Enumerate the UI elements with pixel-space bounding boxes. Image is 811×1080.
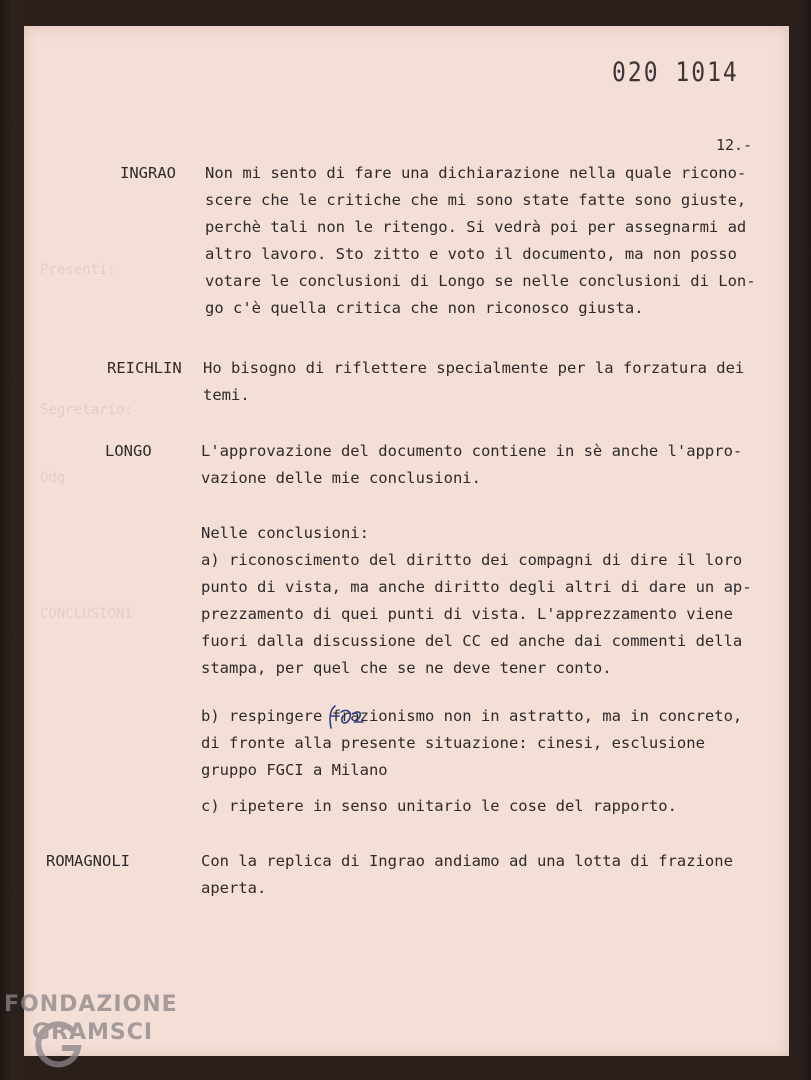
bleed-through-text: Odg — [40, 470, 66, 486]
watermark-line-2: GRAMSCI — [32, 1020, 154, 1045]
speaker-name: ROMAGNOLI — [46, 852, 130, 870]
bleed-through-text: Presenti: — [40, 262, 116, 278]
statement-text: Nelle conclusioni: a) riconoscimento del diritto dei compagni di dire il loro punto di vista, ma anche diritto degli altri di dare un ap- prezzamento di quei punti di vista. L'apprezzamento viene fuori dalla discussione del CC ed anche dai commenti della stampa, per quel che se ne deve tener conto. — [201, 524, 752, 677]
statement-text: b) respingere frazionismo non in astratto, ma in concreto, di fronte alla presente situazione: cinesi, esclusione gruppo FGCI a Milano — [201, 707, 743, 779]
statement-text: L'approvazione del documento contiene in sè anche l'appro- vazione delle mie conclusioni. — [201, 442, 743, 487]
speaker-name: INGRAO — [120, 164, 176, 182]
bleed-through-text: Segretario: — [40, 402, 133, 418]
speaker-name: REICHLIN — [107, 359, 182, 377]
handwritten-correction — [327, 704, 367, 730]
statement-text: Non mi sento di fare una dichiarazione nella quale ricono- scere che le critiche che mi sono state fatte sono giuste, perchè tali non le ritengo. Si vedrà poi per assegnarmi ad altro lavoro. Sto zitto e voto il documento, ma non posso votare le conclusioni di Longo se nelle conclusioni di Lon- go c'è quella critica che non riconosco giusta. — [205, 164, 756, 317]
watermark-line-1: FONDAZIONE — [4, 992, 178, 1017]
page-number: 12.- — [716, 136, 753, 154]
statement-text: c) ripetere in senso unitario le cose del rapporto. — [201, 797, 677, 815]
statement-text: Ho bisogno di riflettere specialmente per la forzatura dei temi. — [203, 359, 745, 404]
statement-text: Con la replica di Ingrao andiamo ad una lotta di frazione aperta. — [201, 852, 733, 897]
speaker-name: LONGO — [105, 442, 152, 460]
bleed-through-text: CONCLUSIONI — [40, 606, 133, 622]
archive-watermark — [4, 992, 178, 1045]
archive-serial-number: 020 1014 — [612, 57, 739, 88]
